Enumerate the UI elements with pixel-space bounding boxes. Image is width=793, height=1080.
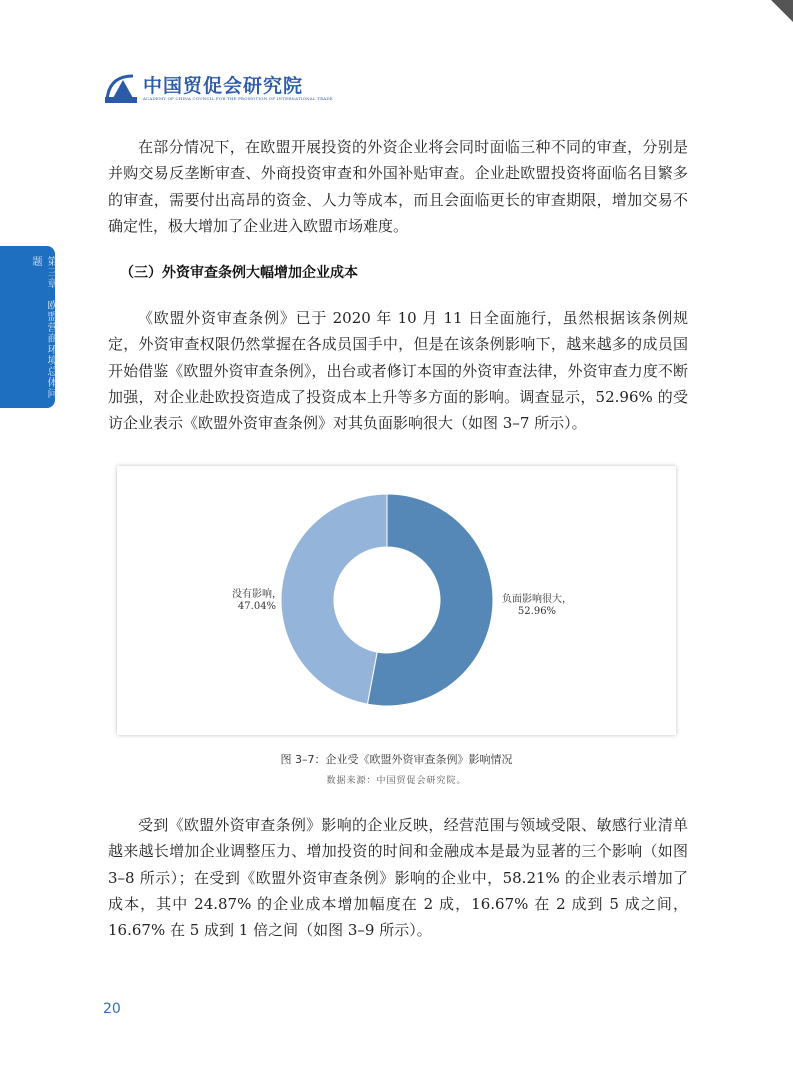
page-corner — [771, 0, 793, 22]
label-value: 52.96% — [517, 606, 557, 617]
chapter-label: 第三章 欧盟营商环境总体问题 — [30, 256, 56, 399]
paragraph-2: 《欧盟外资审查条例》已于 2020 年 10 月 11 日全面施行，虽然根据该条例规定，外资审查权限仍然掌握在各成员国手中，但是在该条例影响下，越来越多的成员国开始借鉴《欧盟外资审查条例》，出台或者修订本国的外资审查法律，外资审查力度不断加强，对企业赴欧投资造成了投资成本上升等多方面的影响。调查显示，52.96% 的受访企业表示《欧盟外资审查条例》对其负面影响很大（如图 3–7 所示）。 — [108, 309, 688, 433]
label-value: 47.04% — [237, 601, 277, 612]
paragraph-1: 在部分情况下，在欧盟开展投资的外资企业将会同时面临三种不同的审查，分别是并购交易反垄断审查、外商投资审查和外国补贴审查。企业赴欧盟投资将面临名目繁多的审查，需要付出高昂的资金、人力等成本，而且会面临更长的审查期限，增加交易不确定性，极大增加了企业进入欧盟市场难度。 — [108, 138, 688, 235]
logo-title: 中国贸促会研究院 — [143, 74, 304, 97]
chapter-side-tab — [0, 246, 55, 408]
label-name: 没有影响， — [232, 589, 282, 600]
figure-source: 数据来源：中国贸促会研究院。 — [326, 776, 467, 786]
chart-container — [117, 466, 676, 735]
paragraph-3: 受到《欧盟外资审查条例》影响的企业反映，经营范围与领域受限、敏感行业清单越来越长增加企业调整压力、增加投资的时间和金融成本是最为显著的三个影响（如图 3–8 所示）；在受到《欧盟外资审查条例》影响的企业中，58.21% 的企业表示增加了成本，其中 24.87% 的企业成本增加幅度在 2 成，16.67% 在 2 成到 5 成之间，16.67% 在 5 成到 1 倍之间（如图 3–9 所示）。 — [108, 816, 688, 940]
section-heading: （三）外资审查条例大幅增加企业成本 — [120, 265, 358, 281]
ccpit-logo-icon — [103, 72, 139, 104]
page-number: 20 — [103, 1001, 121, 1017]
figure-caption: 图 3–7：企业受《欧盟外资审查条例》影响情况 — [280, 753, 513, 766]
label-name: 负面影响很大， — [502, 594, 572, 605]
donut-chart — [117, 466, 676, 735]
logo — [103, 72, 333, 104]
data-label-no-impact — [217, 589, 297, 613]
data-label-high-impact — [487, 594, 587, 618]
logo-subtitle: ACADEMY OF CHINA COUNCIL FOR THE PROMOTION OF INTERNATIONAL TRADE — [143, 95, 333, 101]
